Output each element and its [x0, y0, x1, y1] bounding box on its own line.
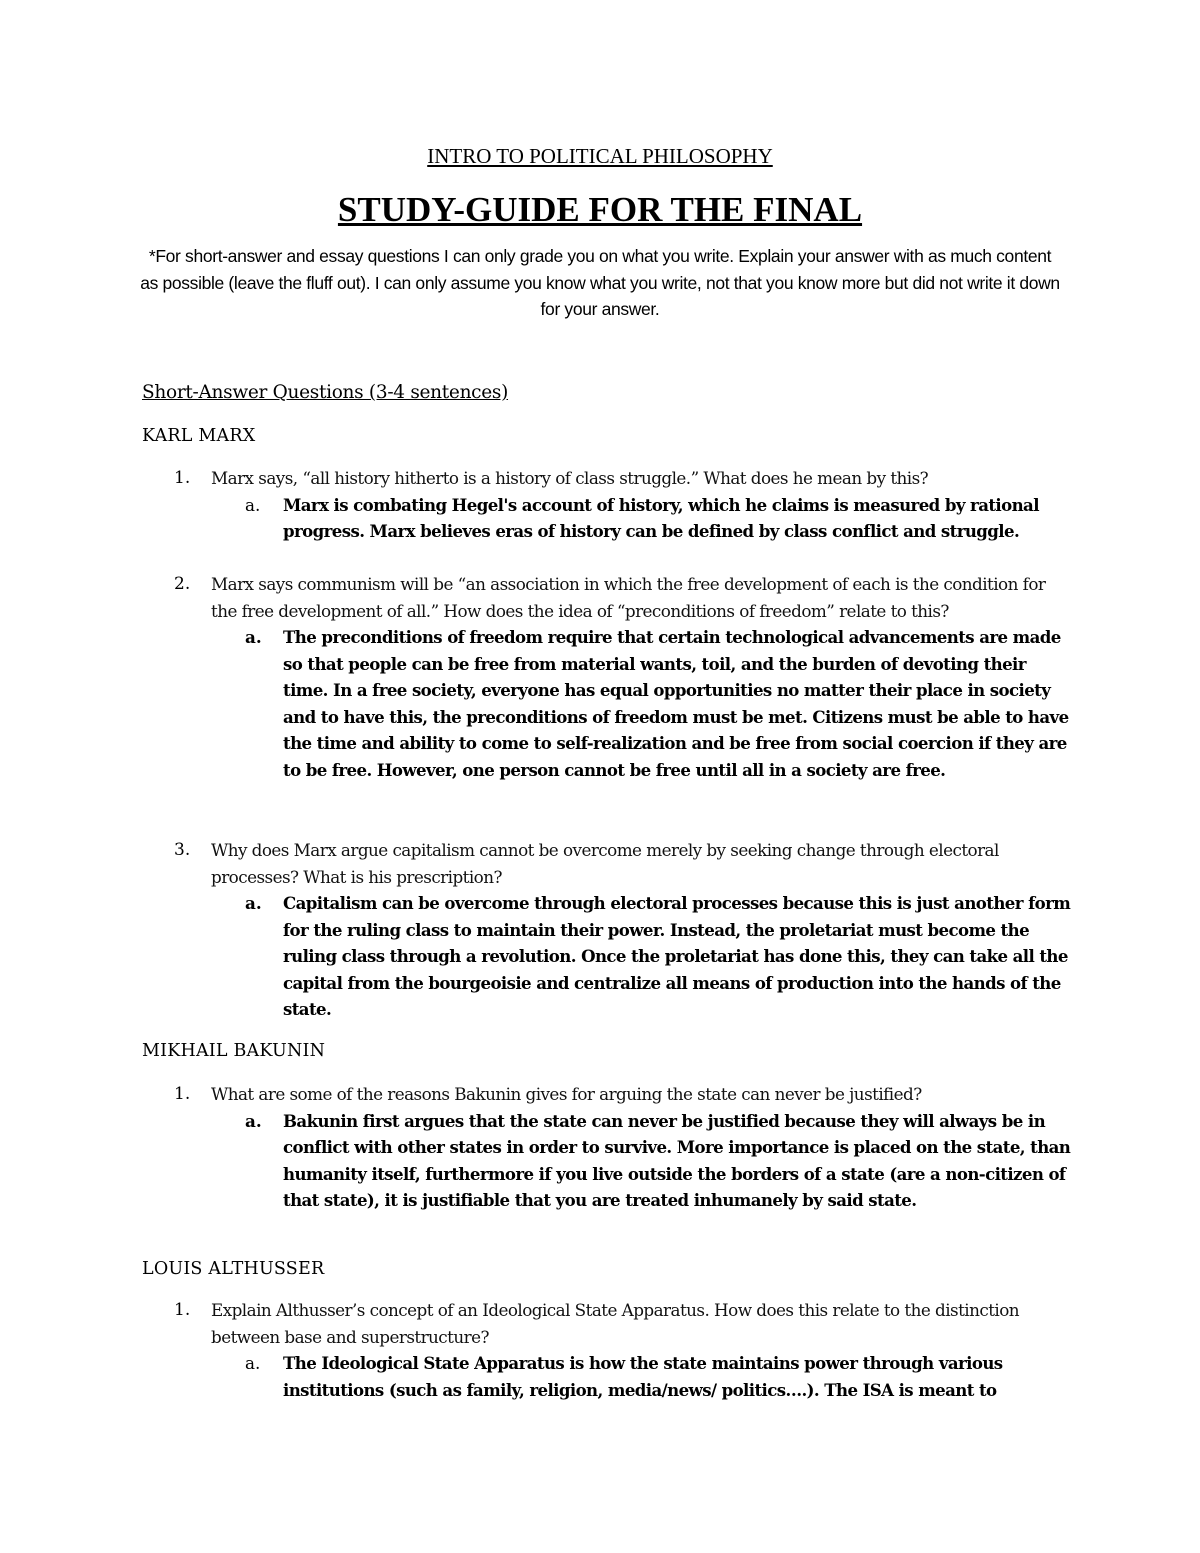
grading-note: *For short-answer and essay questions I can only grade you on what you write. Explain your answer with as much content as possible (leave the fluff out). I can only assume you know what you write, not that you know more but did not write it down for your answer. — [140, 246, 1060, 319]
section-heading: Short-Answer Questions (3-4 sentences) — [142, 382, 508, 403]
author-heading-bakunin: MIKHAIL BAKUNIN — [142, 1041, 326, 1061]
answer — [142, 624, 1072, 783]
question-number: 1. — [174, 1084, 191, 1104]
question-number: 3. — [174, 840, 191, 860]
author-heading-althusser: LOUIS ALTHUSSER — [142, 1259, 325, 1279]
answer-text: Marx is combating Hegel's account of history, which he claims is measured by rational progress. Marx believes eras of history can be defined by class conflict and struggle. — [283, 494, 1039, 541]
question-althusser-1 — [142, 1297, 1072, 1403]
answer — [142, 492, 1072, 545]
answer — [142, 890, 1072, 1023]
course-title: INTRO TO POLITICAL PHILOSOPHY — [427, 144, 773, 168]
answer-letter: a. — [245, 494, 261, 515]
answer-letter: a. — [245, 627, 262, 647]
question-text: Why does Marx argue capitalism cannot be overcome merely by seeking change through electoral processes? What is his prescription? — [211, 840, 999, 887]
author-heading-marx: KARL MARX — [142, 426, 256, 446]
answer-text: The preconditions of freedom require that certain technological advancements are made so that people can be free from material wants, toil, and the burden of devoting their time. In a free society, everyone has equal opportunities no matter their place in society and to have this, the preconditions of freedom must be met. Citizens must be able to have the time and ability to come to self-realization and be free from social coercion if they are to be free. However, one person cannot be free until all in a society are free. — [283, 627, 1069, 780]
main-title: STUDY-GUIDE FOR THE FINAL — [337, 190, 863, 229]
answer — [142, 1108, 1072, 1214]
question-marx-1 — [142, 465, 1072, 545]
answer-letter: a. — [245, 1353, 261, 1373]
answer-text: The Ideological State Apparatus is how the state maintains power through various institutions (such as family, religion, media/news/ politics….). The ISA is meant to — [283, 1353, 1003, 1400]
question-number: 2. — [174, 574, 191, 594]
question-text: What are some of the reasons Bakunin gives for arguing the state can never be justified? — [211, 1084, 922, 1104]
question-number: 1. — [174, 468, 191, 488]
question-marx-3 — [142, 837, 1072, 1023]
answer-letter: a. — [245, 1110, 262, 1131]
question-text: Marx says, “all history hitherto is a history of class struggle.” What does he mean by this? — [211, 468, 929, 488]
answer-text: Bakunin first argues that the state can never be justified because they will always be in conflict with other states in order to survive. More importance is placed on the state, than humanity itself, furthermore if you live outside the borders of a state (are a non-citizen of that state), it is justifiable that you are treated inhumanely by said state. — [283, 1110, 1071, 1210]
answer — [142, 1350, 1072, 1403]
question-number: 1. — [174, 1300, 191, 1320]
answer-letter: a. — [245, 893, 262, 913]
question-marx-2 — [142, 571, 1072, 783]
question-text: Marx says communism will be “an association in which the free development of each is the condition for the free development of all.” How does the idea of “preconditions of freedom” relate to this? — [211, 574, 1046, 621]
answer-text: Capitalism can be overcome through electoral processes because this is just another form for the ruling class to maintain their power. Instead, the proletariat must become the ruling class through a revolution. Once the proletariat has done this, they can take all the capital from the bourgeoisie and centralize all means of production into the hands of the state. — [283, 893, 1071, 1019]
question-bakunin-1 — [142, 1081, 1072, 1214]
question-text: Explain Althusser’s concept of an Ideological State Apparatus. How does this relate to the distinction between base and superstructure? — [211, 1300, 1020, 1347]
